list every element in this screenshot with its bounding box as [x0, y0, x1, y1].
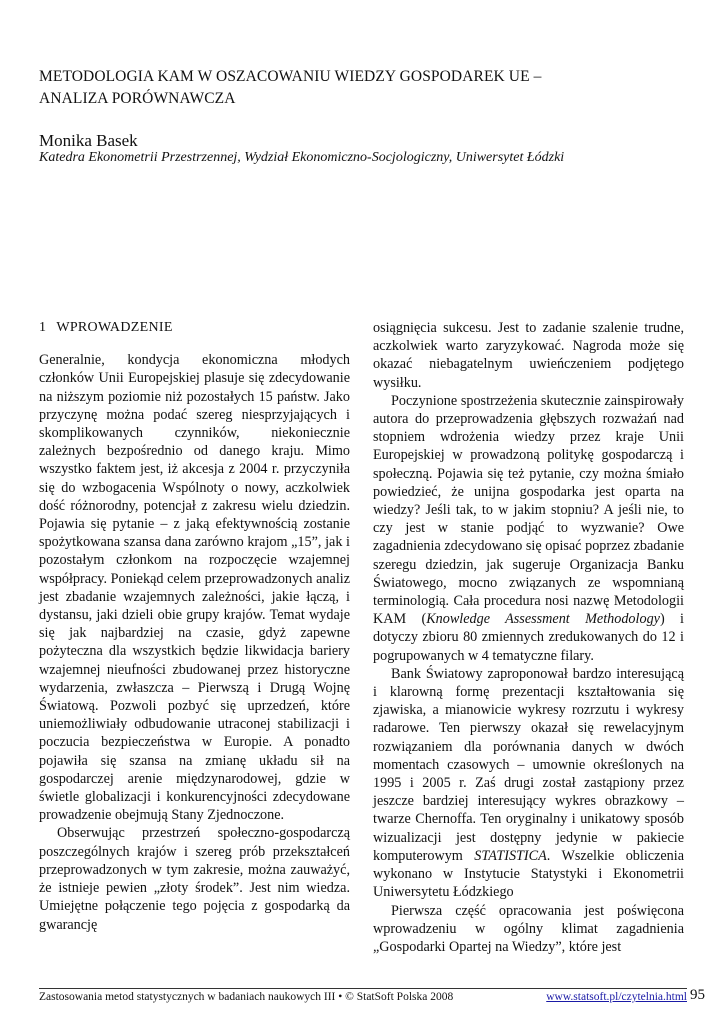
- paper-title: [39, 66, 679, 110]
- footer-link[interactable]: www.statsoft.pl/czytelnia.html: [546, 991, 687, 1003]
- section-title: WPROWADZENIE: [56, 320, 173, 335]
- author-name: Monika Basek: [39, 131, 138, 150]
- paragraph-5-end: . Wszelkie obliczenia wykonano w Instytucie Statystyki i Ekonometrii Uniwersytetu Łódzkiego: [373, 847, 684, 901]
- title-line-1: METODOLOGIA KAM W OSZACOWANIU WIEDZY GOSPODAREK UE –: [39, 68, 542, 85]
- paragraph-4-text: Poczynione spostrzeżenia skutecznie zainspirowały autora do przeprowadzenia głębszych rozważań nad stopniem wdrożenia wiedzy przez kraje Unii Europejskiej w prowadzoną politykę gospodarczą i społeczną. Pojawia się też pytanie, czy można śmiało powiedzieć, że unijna gospodarka jest oparta na wiedzy? Jeśli tak, to w jakim stopniu? A jeśli nie, to czy jest w stanie podjąć to wyzwanie? Owe zagadnienia zdecydowano się opisać poprzez zbadanie szeregu dziedzin, jak sugeruje Organizacja Banku Światowego, mocno związanych ze wspomnianą terminologią. Cała procedura nosi nazwę Metodologii KAM (: [373, 392, 684, 628]
- paragraph-6: Pierwsza część opracowania jest poświęcona wprowadzeniu w ogólny klimat zagadnienia „Gospodarki Opartej na Wiedzy”, które jest: [373, 902, 684, 955]
- footer-citation: Zastosowania metod statystycznych w badaniach naukowych III • © StatSoft Polska 2008: [39, 991, 454, 1003]
- section-number: 1: [39, 320, 47, 335]
- statistica-term: STATISTICA: [474, 847, 547, 864]
- paragraph-4-end: ) i dotyczy zbioru 80 zmiennych zredukowanych do 12 i pogrupowanych w 4 tematyczne filary.: [373, 611, 684, 664]
- page-footer: [39, 991, 687, 1003]
- paragraph-1: Generalnie, kondycja ekonomiczna młodych członków Unii Europejskiej plasuje się zdecydowanie na niższym poziomie niż pozostałych 15 państw. Jako przyczynę można podać szereg niesprzyjających i skomplikowanych czynników, niekoniecznie zależnych bezpośrednio od danego kraju. Mimo wszystko faktem jest, iż akcesja z 2004 r. przyczyniła się do wzbogacenia Wspólnoty o nowy, aczkolwiek dość różnorodny, potencjał z zakresu wielu dziedzin. Pojawia się pytanie – z jaką efektywnością zostanie spożytkowana szansa dana zarówno krajom „15”, jak i pozostałym członkom na rozpoczęcie wzajemnej współpracy. Poniekąd celem przeprowadzonych analiz jest zbadanie wzajemnych zależności, jakie łączą, i dystansu, jaki dzieli obie grupy krajów. Temat wydaje się jak najbardziej na czasie, gdyż zapewne pożyteczna dla wszystkich będzie likwidacja bariery wzajemnej nieufności zbudowanej przez historyczne wydarzenia, zwłaszcza – Pierwszą i Drugą Wojnę Światową. Pozwoli pozbyć się uprzedzeń, które uniemożliwiały odbudowanie utraconej stabilizacji i poczucia bezpieczeństwa w Europie. A ponadto pojawiła się szansa na zmianę układu sił na gospodarczej arenie międzynarodowej, gdzie w świetle globalizacji i konkurencyjności zdecydowane prowadzenie obejmują Stany Zjednoczone.: [39, 352, 350, 824]
- right-column: [373, 319, 684, 956]
- paragraph-5: [373, 665, 684, 902]
- paragraph-3: osiągnięcia sukcesu. Jest to zadanie szalenie trudne, aczkolwiek warto zaryzykować. Nagroda może się okazać niebagatelnym uwieńczeniem podjętego wysiłku.: [373, 320, 684, 391]
- section-heading: [39, 319, 350, 337]
- paragraph-5-text: Bank Światowy zaproponował bardzo interesującą i klarowną formę prezentacji kształtowania się zjawiska, a mianowicie wykresy rozrzutu i wykresy radarowe. Ten pierwszy okazał się rewelacyjnym rozwiązaniem dla porównania danych w dwóch momentach czasowych – umownie określonych na 1995 i 2005 r. Zaś drugi został zastąpiony przez jeszcze bardziej interesujący wykres obrazkowy – twarze Chernoffa. Ten oryginalny i unikatowy sposób wizualizacji jest dostępny jedynie w pakiecie komputerowym: [373, 665, 684, 864]
- page-number: 95: [690, 987, 705, 1003]
- paragraph-2: Obserwując przestrzeń społeczno-gospodarczą poszczególnych krajów i szereg prób przekształceń przeprowadzonych w tym zakresie, można zauważyć, że istnieje pewien „złoty środek”. Jest nim wiedza. Umiejętne połączenie tego pojęcia z gospodarką da gwarancję: [39, 825, 350, 933]
- title-line-2: ANALIZA PORÓWNAWCZA: [39, 90, 236, 107]
- paragraph-4: [373, 392, 684, 665]
- left-column: [39, 319, 350, 934]
- author-affiliation: Katedra Ekonometrii Przestrzennej, Wydział Ekonomiczno-Socjologiczny, Uniwersytet Łódzki: [39, 150, 565, 165]
- footer-divider: [39, 988, 687, 989]
- kam-term: Knowledge Assessment Methodology: [426, 611, 660, 628]
